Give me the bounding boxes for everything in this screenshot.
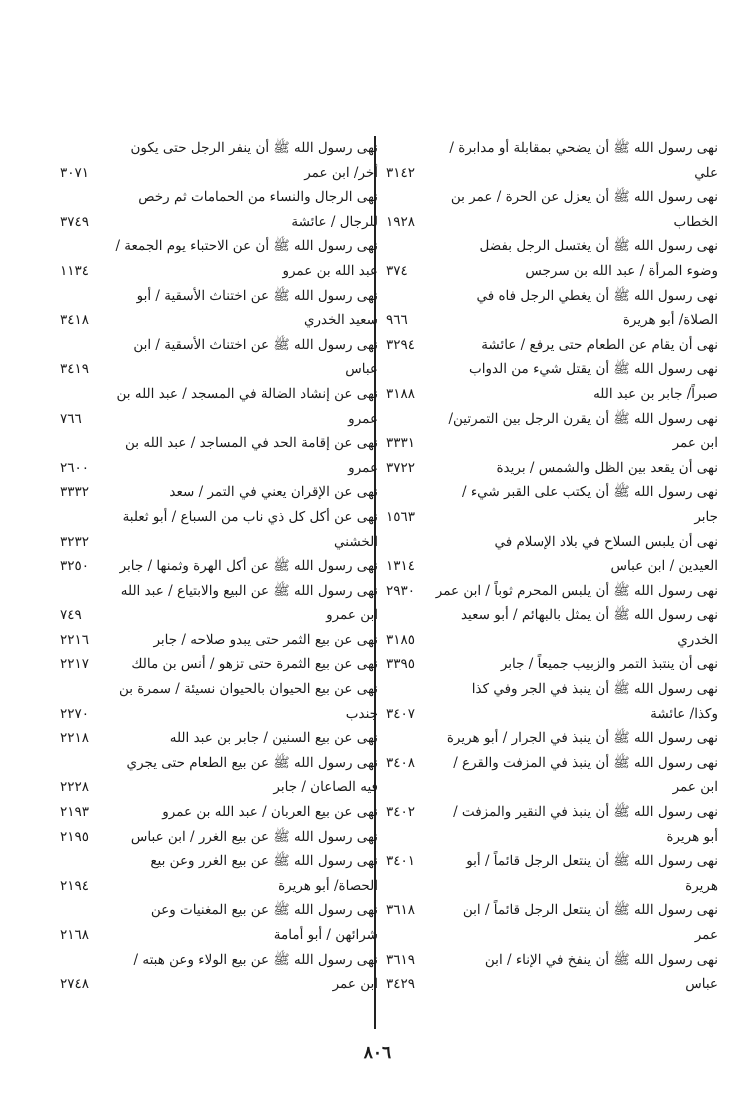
index-entry-text: نهى رسول الله ﷺ أن يعزل عن الحرة / عمر بن: [450, 189, 718, 206]
index-line: [386, 702, 718, 727]
index-entry-text: نهى رسول الله ﷺ أن يقتل شيء من الدواب: [469, 361, 718, 378]
index-entry-number: ١١٣٤: [60, 262, 90, 279]
index-entry-text: العيدين / ابن عباس: [610, 558, 718, 575]
index-entry-number: ٣٤١٩: [60, 361, 90, 378]
index-entry-text: هريرة: [685, 877, 718, 894]
index-line: [60, 677, 378, 702]
index-line: [386, 382, 718, 407]
index-entry-text: الحصاة/ أبو هريرة: [278, 877, 378, 894]
index-entry-text: نهى عن بيع الثمر حتى يبدو صلاحه / جابر: [153, 631, 378, 648]
index-line: [386, 407, 718, 432]
index-line: [60, 775, 378, 800]
index-line: [386, 825, 718, 850]
index-line: [386, 185, 718, 210]
index-line: [60, 923, 378, 948]
index-entry-text: نهى رسول الله ﷺ عن بيع المغنيات وعن: [150, 902, 378, 919]
index-entry-text: عمرو: [348, 410, 378, 427]
index-entry-number: ٧٤٩: [60, 607, 82, 624]
index-entry-text: نهى أن يقام عن الطعام حتى يرفع / عائشة: [481, 336, 718, 353]
index-line: [60, 603, 378, 628]
index-line: [60, 505, 378, 530]
index-entry-text: صبراً/ جابر بن عبد الله: [593, 385, 718, 402]
index-entry-text: نهى رسول الله ﷺ أن يكتب على القبر شيء /: [461, 484, 718, 501]
index-line: [60, 702, 378, 727]
index-entry-text: نهى رسول الله ﷺ أن ينبذ في المزفت والقرع /: [453, 754, 718, 771]
index-line: [60, 579, 378, 604]
index-line: [386, 530, 718, 555]
index-entry-text: نهى رسول الله ﷺ أن ينتعل الرجل قائماً / ابن: [462, 902, 718, 919]
index-entry-number: ٢٢١٨: [60, 730, 90, 747]
index-entry-text: نهى رسول الله ﷺ عن بيع الغرر وعن بيع: [150, 853, 378, 870]
index-entry-text: نهى رسول الله ﷺ عن اختناث الأسقية / أبو: [136, 287, 378, 304]
index-entry-number: ٣٢٥٠: [60, 558, 90, 575]
index-line: [60, 407, 378, 432]
index-entry-text: وضوء المرأة / عبد الله بن سرجس: [525, 262, 718, 279]
index-line: [60, 628, 378, 653]
index-line: [386, 874, 718, 899]
index-entry-text: للرجال / عائشة: [291, 213, 378, 230]
index-entry-number: ٣٦١٩: [386, 951, 416, 968]
index-entry-text: عمر: [694, 927, 718, 943]
index-line: [60, 308, 378, 333]
index-entry-number: ٣٢٩٤: [386, 336, 416, 353]
index-line: [386, 431, 718, 456]
index-line: [386, 775, 718, 800]
index-entry-number: ١٣١٤: [386, 558, 416, 575]
index-entry-number: ٣٧٤٩: [60, 213, 90, 230]
index-line: [386, 677, 718, 702]
index-entry-number: ١٥٦٣: [386, 508, 416, 525]
index-entry-text: نهى أن يقعد بين الظل والشمس / بريدة: [496, 459, 718, 476]
index-line: [60, 357, 378, 382]
index-entry-number: ٣٤٠١: [386, 853, 416, 870]
index-entry-number: ٣٤٠٨: [386, 754, 416, 771]
index-line: [60, 333, 378, 358]
index-entry-number: ٣٠٧١: [60, 164, 90, 181]
index-entry-text: أخر/ ابن عمر: [304, 164, 378, 181]
index-entry-text: عمرو: [348, 459, 378, 476]
index-entry-number: ٢١٩٤: [60, 877, 90, 894]
index-entry-number: ٢١٩٥: [60, 828, 90, 845]
index-line: [60, 554, 378, 579]
index-entry-number: ٣٤١٨: [60, 312, 90, 329]
page-number: ٨٠٦: [363, 1043, 392, 1063]
index-line: [386, 357, 718, 382]
index-line: [60, 234, 378, 259]
index-entry-text: نهى رسول الله ﷺ أن يغطي الرجل فاه في: [476, 287, 718, 304]
index-entry-text: نهى رسول الله ﷺ أن ينفر الرجل حتى يكون: [130, 140, 378, 156]
index-line: [60, 456, 378, 481]
index-line: [60, 185, 378, 210]
index-entry-number: ٢٩٣٠: [386, 582, 416, 599]
index-entry-text: نهى رسول الله ﷺ أن يغتسل الرجل بفضل: [479, 238, 718, 255]
index-entry-text: نهى رسول الله ﷺ عن بيع الولاء وعن هبته /: [133, 951, 378, 968]
index-entry-text: نهى رسول الله ﷺ أن يلبس المحرم ثوباً / ابن عمر: [435, 582, 718, 599]
index-entry-text: ابن عمر: [672, 435, 718, 452]
index-entry-text: نهى رسول الله ﷺ أن ينفخ في الإناء / ابن: [484, 951, 718, 968]
index-entry-text: شرائهن / أبو أمامة: [273, 927, 378, 943]
index-line: [386, 284, 718, 309]
index-line: [386, 849, 718, 874]
index-entry-number: ٣٢٣٢: [60, 533, 90, 550]
index-line: [386, 333, 718, 358]
index-line: [60, 800, 378, 825]
index-entry-text: نهى عن بيع الحيوان بالحيوان نسيئة / سمرة بن: [118, 681, 378, 698]
index-entry-number: ٢٢١٦: [60, 631, 90, 648]
index-line: [60, 874, 378, 899]
index-entry-number: ٢٢١٧: [60, 656, 90, 673]
index-entry-text: فيه الصاعان / جابر: [273, 779, 378, 796]
index-entry-text: نهى عن الإقران يعني في التمر / سعد: [169, 484, 378, 501]
index-line: [60, 161, 378, 186]
index-entry-text: نهى رسول الله ﷺ عن البيع والابتياع / عبد الله: [120, 582, 378, 599]
index-entry-text: نهى رسول الله ﷺ أن ينبذ في النقير والمزفت /: [453, 804, 718, 821]
index-entry-text: عباس: [685, 976, 718, 993]
index-entry-text: نهى أن يلبس السلاح في بلاد الإسلام في: [494, 533, 718, 550]
index-entry-number: ٣١٨٥: [386, 631, 416, 648]
index-entry-text: جابر: [694, 508, 718, 525]
index-entry-text: نهى رسول الله ﷺ أن عن الاحتباء يوم الجمعة /: [115, 238, 378, 255]
index-entry-text: عباس: [345, 361, 378, 378]
index-entry-number: ٣٣٣١: [386, 435, 416, 452]
index-line: [60, 210, 378, 235]
index-line: [60, 751, 378, 776]
index-entry-number: ٣٧٢٢: [386, 459, 416, 476]
index-entry-text: نهى رسول الله ﷺ عن اختناث الأسقية / ابن: [133, 336, 378, 353]
index-line: [386, 554, 718, 579]
index-entry-text: ابن عمر: [672, 779, 718, 796]
index-line: [386, 751, 718, 776]
index-line: [386, 136, 718, 161]
index-entry-text: نهى رسول الله ﷺ عن بيع الغرر / ابن عباس: [130, 828, 378, 845]
index-entry-text: نهى رسول الله ﷺ أن ينتعل الرجل قائماً / أبو: [466, 853, 718, 870]
index-entry-text: ابن عمر: [332, 976, 378, 993]
index-entry-text: نهى أن ينتبذ التمر والزبيب جميعاً / جابر: [500, 656, 718, 673]
index-entry-text: نهى رسول الله ﷺ أن يضحي بمقابلة أو مدابرة /: [449, 140, 718, 156]
index-line: [60, 898, 378, 923]
index-entry-number: ٩٦٦: [386, 312, 408, 329]
index-entry-text: نهى عن بيع العربان / عبد الله بن عمرو: [162, 804, 378, 821]
index-line: [60, 948, 378, 973]
index-entry-number: ٢٢٧٠: [60, 705, 90, 722]
index-line: [386, 948, 718, 973]
index-line: [386, 923, 718, 948]
index-line: [386, 898, 718, 923]
index-line: [60, 530, 378, 555]
index-line: [60, 259, 378, 284]
index-entry-number: ٣٣٣٢: [60, 484, 90, 501]
index-entry-text: نهى رسول الله ﷺ أن ينبذ في الجرار / أبو هريرة: [446, 730, 718, 747]
index-entry-text: نهى عن إقامة الحد في المساجد / عبد الله بن: [125, 435, 378, 452]
index-entry-number: ٣٤٠٢: [386, 804, 416, 821]
index-entry-text: عبد الله بن عمرو: [282, 262, 378, 279]
index-entry-text: الصلاة/ أبو هريرة: [622, 312, 718, 329]
index-line: [386, 603, 718, 628]
index-line: [60, 136, 378, 161]
index-entry-number: ٧٦٦: [60, 410, 82, 427]
index-entry-number: ٣٦١٨: [386, 902, 416, 919]
index-entry-text: الخشني: [334, 533, 378, 550]
index-entry-number: ٣٣٩٥: [386, 656, 416, 673]
index-entry-number: ٢٢٢٨: [60, 779, 90, 796]
index-entry-text: نهى رسول الله ﷺ عن بيع الطعام حتى يجري: [126, 754, 378, 771]
index-entry-number: ٣٧٤: [386, 262, 408, 279]
index-entry-number: ٢١٩٣: [60, 804, 90, 821]
index-column-left: [60, 136, 378, 997]
index-entry-text: الخطاب: [673, 213, 718, 230]
index-line: [386, 308, 718, 333]
index-entry-number: ٣١٤٢: [386, 164, 416, 181]
index-line: [60, 382, 378, 407]
index-entry-text: الخدري: [677, 631, 718, 648]
index-entry-text: نهى عن أكل كل ذي ناب من السباع / أبو ثعلبة: [122, 508, 378, 525]
index-entry-text: نهى عن بيع الثمرة حتى تزهو / أنس بن مالك: [131, 656, 378, 673]
index-line: [386, 480, 718, 505]
index-line: [60, 431, 378, 456]
index-line: [386, 505, 718, 530]
index-line: [60, 652, 378, 677]
index-entry-number: ٢٦٠٠: [60, 459, 90, 476]
index-line: [386, 234, 718, 259]
index-entry-text: نهى رسول الله ﷺ عن أكل الهرة وثمنها / جابر: [119, 558, 378, 575]
index-entry-text: جندب: [345, 705, 378, 722]
index-entry-text: نهى رسول الله ﷺ أن ينبذ في الجر وفي كذا: [471, 681, 718, 698]
index-line: [386, 161, 718, 186]
index-line: [60, 849, 378, 874]
index-entry-number: ٢٧٤٨: [60, 976, 90, 993]
index-entry-text: أبو هريرة: [666, 828, 718, 845]
index-entry-number: ٣١٨٨: [386, 385, 416, 402]
index-entry-text: سعيد الخدري: [303, 312, 378, 329]
index-line: [60, 284, 378, 309]
index-line: [386, 652, 718, 677]
index-line: [60, 726, 378, 751]
index-entry-text: نهى الرجال والنساء من الحمامات ثم رخص: [138, 189, 378, 206]
index-line: [386, 628, 718, 653]
index-entry-text: ابن عمرو: [326, 607, 378, 624]
index-line: [386, 456, 718, 481]
index-line: [386, 259, 718, 284]
index-line: [386, 800, 718, 825]
index-entry-number: ١٩٢٨: [386, 213, 416, 230]
index-line: [386, 726, 718, 751]
index-entry-number: ٢١٦٨: [60, 927, 90, 943]
index-column-right: [386, 136, 718, 997]
index-line: [386, 579, 718, 604]
index-line: [60, 972, 378, 997]
index-entry-number: ٣٤٠٧: [386, 705, 416, 722]
index-entry-text: نهى عن إنشاد الضالة في المسجد / عبد الله بن: [116, 385, 378, 402]
index-entry-text: علي: [694, 164, 718, 181]
index-line: [60, 480, 378, 505]
index-entry-number: ٣٤٢٩: [386, 976, 416, 993]
index-entry-text: نهى رسول الله ﷺ أن يقرن الرجل بين التمرتين/: [448, 410, 718, 427]
index-entry-text: نهى عن بيع السنين / جابر بن عبد الله: [169, 730, 378, 747]
index-line: [386, 972, 718, 997]
index-line: [386, 210, 718, 235]
index-line: [60, 825, 378, 850]
index-entry-text: وكذا/ عائشة: [650, 705, 718, 722]
index-entry-text: نهى رسول الله ﷺ أن يمثل بالبهائم / أبو سعيد: [460, 607, 718, 624]
